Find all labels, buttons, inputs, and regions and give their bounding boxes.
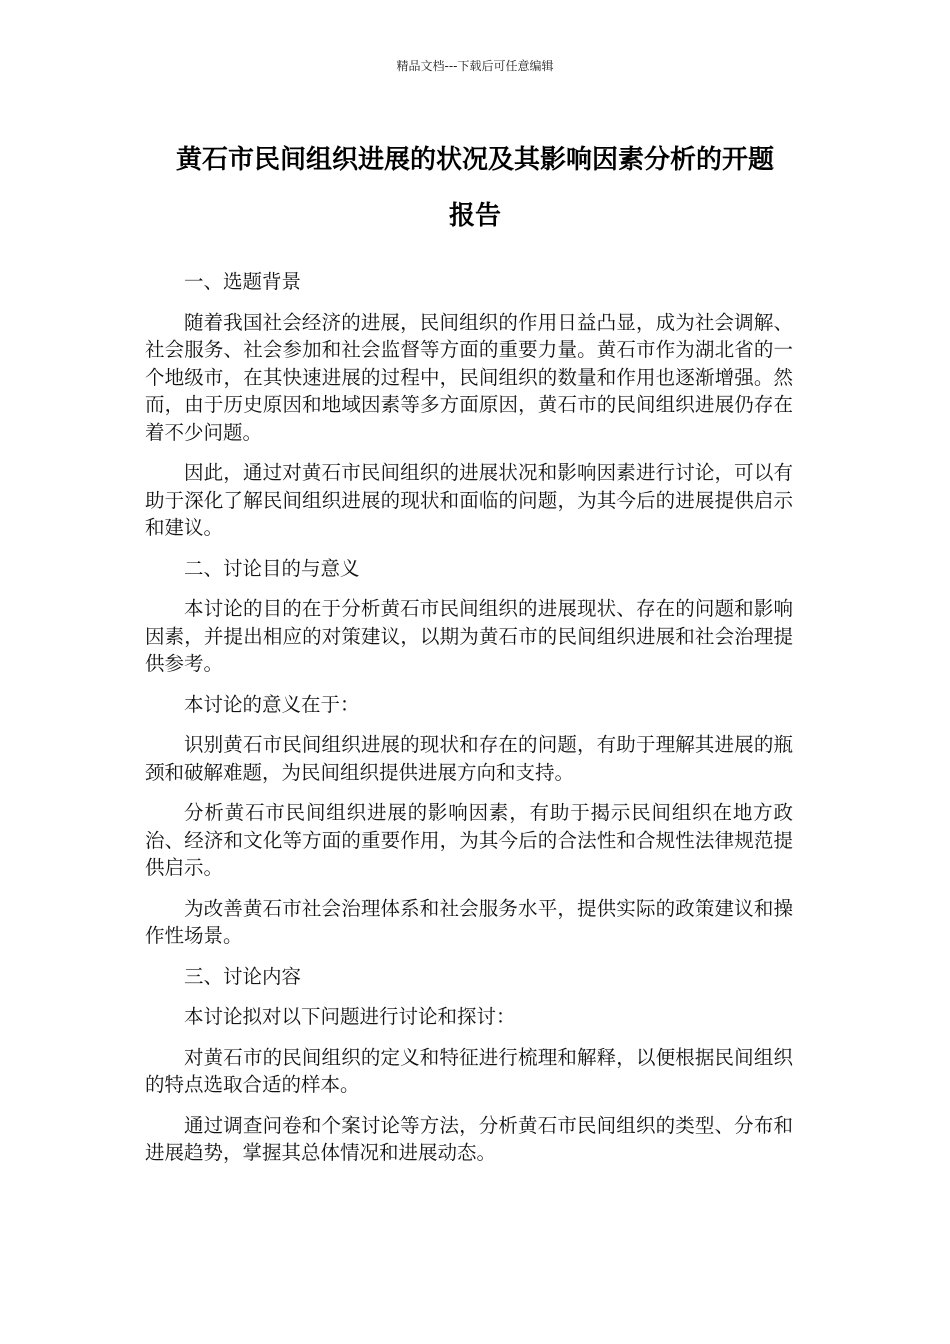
paragraph: 分析黄石市民间组织进展的影响因素，有助于揭示民间组织在地方政治、经济和文化等方面的重要作用，为其今后的合法性和合规性法律规范提供启示。 [145, 801, 793, 879]
paragraph: 对黄石市的民间组织的定义和特征进行梳理和解释，以便根据民间组织的特点选取合适的样本。 [145, 1045, 793, 1096]
paragraph: 本讨论的意义在于： [184, 692, 360, 716]
section-heading-purpose: 二、讨论目的与意义 [184, 556, 360, 580]
paragraph: 本讨论拟对以下问题进行讨论和探讨： [184, 1005, 516, 1028]
paragraph: 随着我国社会经济的进展，民间组织的作用日益凸显，成为社会调解、社会服务、社会参加和社会监督等方面的重要力量。黄石市作为湖北省的一个地级市，在其快速进展的过程中，民间组织的数量和作用也逐渐增强。然而，由于历史原因和地域因素等多方面原因，黄石市的民间组织进展仍存在着不少问题。 [145, 310, 793, 444]
title-line-1: 黄石市民间组织进展的状况及其影响因素分析的开题 [175, 145, 774, 175]
document-title [140, 132, 810, 244]
paragraph: 识别黄石市民间组织进展的现状和存在的问题，有助于理解其进展的瓶颈和破解难题，为民间组织提供进展方向和支持。 [145, 733, 793, 784]
paragraph: 为改善黄石市社会治理体系和社会服务水平，提供实际的政策建议和操作性场景。 [145, 896, 793, 947]
paragraph: 通过调查问卷和个案讨论等方法，分析黄石市民间组织的类型、分布和进展趋势，掌握其总体情况和进展动态。 [145, 1113, 793, 1164]
section-heading-content: 三、讨论内容 [184, 964, 302, 988]
section-heading-background: 一、选题背景 [184, 270, 302, 293]
document-body [145, 268, 793, 1180]
title-line-2: 报告 [448, 201, 501, 231]
paragraph: 本讨论的目的在于分析黄石市民间组织的进展现状、存在的问题和影响因素，并提出相应的对策建议，以期为黄石市的民间组织进展和社会治理提供参考。 [145, 597, 793, 675]
paragraph: 因此，通过对黄石市民间组织的进展状况和影响因素进行讨论，可以有助于深化了解民间组织进展的现状和面临的问题，为其今后的进展提供启示和建议。 [145, 461, 793, 539]
header-note: 精品文档---下载后可任意编辑 [396, 59, 554, 73]
